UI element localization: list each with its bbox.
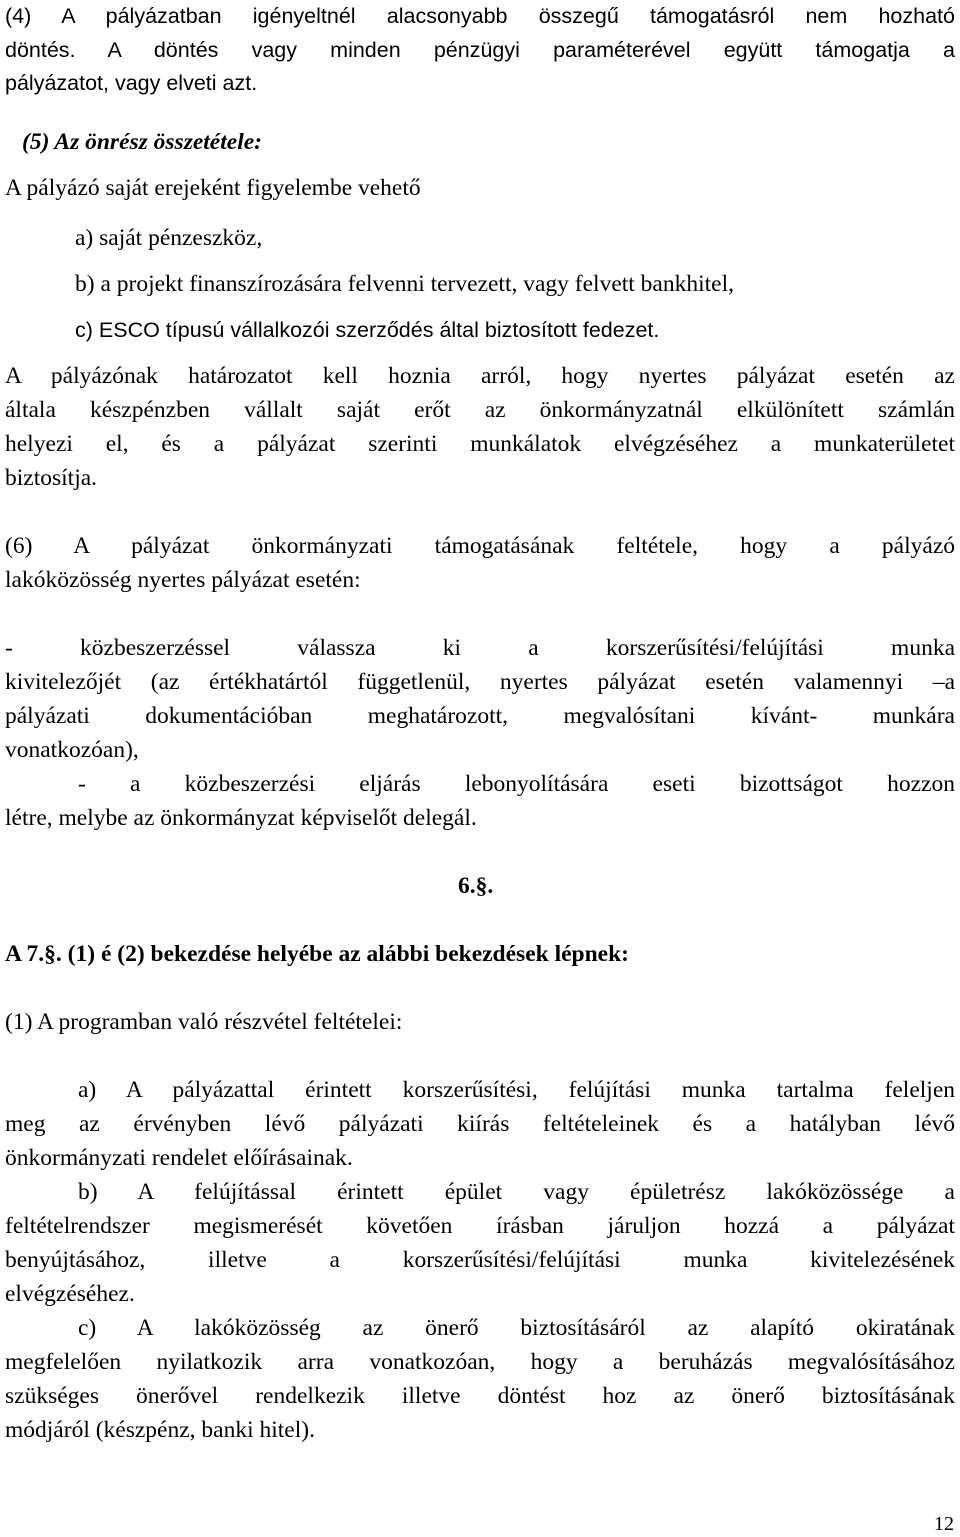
page-number: 12 [934, 1513, 954, 1535]
para-4-line-2: döntés. A döntés vagy minden pénzügyi paraméterével együtt támogatja a [5, 38, 955, 62]
own-resource-item-b: b) a projekt finanszírozására felvenni tervezett, vagy felvett bankhitel, [75, 271, 735, 297]
condition-a-line-1: a) A pályázattal érintett korszerűsítési, felújítási munka tartalma feleljen [78, 1077, 955, 1103]
section-5-heading: (5) Az önrész összetétele: [22, 129, 262, 155]
para-6-bullet-1-line-2: kivitelezőjét (az értékhatártól függetlenül, nyertes pályázat esetén valamennyi –a [5, 669, 955, 695]
condition-b-line-3: benyújtásához, illetve a korszerűsítési/felújítási munka kivitelezésének [5, 1247, 955, 1273]
para-6-bullet-2-line-2: létre, melybe az önkormányzat képviselőt delegál. [5, 805, 477, 831]
own-resource-item-a: a) saját pénzeszköz, [75, 225, 263, 251]
resolution-line-1: A pályázónak határozatot kell hoznia arról, hogy nyertes pályázat esetén az [5, 363, 955, 389]
conditions-heading: (1) A programban való részvétel feltételei: [5, 1009, 403, 1035]
own-resource-item-c: c) ESCO típusú vállalkozói szerződés által biztosított fedezet. [75, 318, 660, 342]
resolution-line-3: helyezi el, és a pályázat szerinti munkálatok elvégzéséhez a munkaterületet [5, 431, 955, 457]
para-4-line-3: pályázatot, vagy elveti azt. [5, 71, 258, 95]
condition-c-line-3: szükséges önerővel rendelkezik illetve döntést hoz az önerő biztosításának [5, 1383, 955, 1409]
condition-c-line-4: módjáról (készpénz, banki hitel). [5, 1417, 315, 1443]
para-6-bullet-2-line-1: - a közbeszerzési eljárás lebonyolítására eseti bizottságot hozzon [78, 771, 955, 797]
condition-a-line-2: meg az érvényben lévő pályázati kiírás feltételeinek és a hatályban lévő [5, 1111, 955, 1137]
resolution-line-4: biztosítja. [5, 465, 98, 491]
condition-c-line-1: c) A lakóközösség az önerő biztosításáról az alapító okiratának [78, 1315, 955, 1341]
condition-b-line-1: b) A felújítással érintett épület vagy épületrész lakóközössége a [78, 1179, 955, 1205]
condition-b-line-2: feltételrendszer megismerését követően írásban járuljon hozzá a pályázat [5, 1213, 955, 1239]
condition-b-line-4: elvégzéséhez. [5, 1281, 135, 1307]
amendment-heading: A 7.§. (1) é (2) bekezdése helyébe az alábbi bekezdések lépnek: [5, 941, 630, 967]
para-4-line-1: (4) A pályázatban igényeltnél alacsonyabb összegű támogatásról nem hozható [5, 4, 955, 28]
para-6-line-1: (6) A pályázat önkormányzati támogatásának feltétele, hogy a pályázó [5, 533, 955, 559]
resolution-line-2: általa készpénzben vállalt saját erőt az önkormányzatnál elkülönített számlán [5, 397, 955, 423]
own-resource-intro: A pályázó saját erejeként figyelembe vehető [5, 175, 421, 201]
condition-c-line-2: megfelelően nyilatkozik arra vonatkozóan, hogy a beruházás megvalósításához [5, 1349, 955, 1375]
para-6-bullet-1-line-4: vonatkozóan), [5, 737, 139, 763]
para-6-bullet-1-line-1: - közbeszerzéssel válassza ki a korszerűsítési/felújítási munka [5, 635, 955, 661]
para-6-line-2: lakóközösség nyertes pályázat esetén: [5, 567, 361, 593]
condition-a-line-3: önkormányzati rendelet előírásainak. [5, 1145, 353, 1171]
section-6-heading: 6.§. [458, 873, 494, 899]
para-6-bullet-1-line-3: pályázati dokumentációban meghatározott, megvalósítani kívánt- munkára [5, 703, 955, 729]
